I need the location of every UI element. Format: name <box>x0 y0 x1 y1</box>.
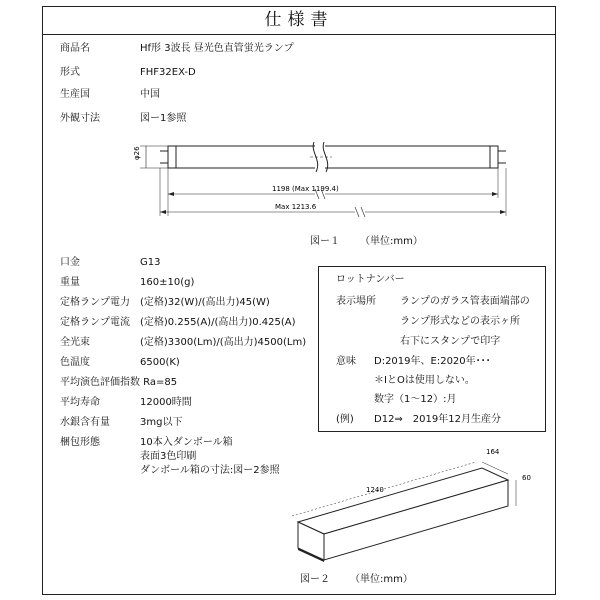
fig1-unit: （単位:mm） <box>360 236 423 247</box>
spec-label-current: 定格ランプ電流 <box>60 317 130 328</box>
fig1-max-length-label: Max 1213.6 <box>275 203 317 211</box>
lot-number-box <box>318 266 546 432</box>
figure-2-box-drawing <box>270 440 556 580</box>
spec-label-luminous-flux: 全光束 <box>60 337 90 348</box>
spec-value-origin: 中国 <box>140 89 160 100</box>
lot-box-meaning-label: 意味 <box>336 356 356 367</box>
spec-label-product-name: 商品名 <box>60 43 90 54</box>
spec-value-product-name: Hf形 3波長 昼光色直管蛍光ランプ <box>140 43 294 54</box>
lot-box-title: ロットナンバー <box>336 274 405 285</box>
spec-label-color-temp: 色温度 <box>60 357 90 368</box>
spec-label-base: 口金 <box>60 257 80 268</box>
lot-box-display-line-1: ランプのガラス管表面端部の <box>400 296 530 307</box>
lot-box-meaning-line-2: ＊IとOは使用しない。 <box>374 375 475 386</box>
spec-value-packing-size: ダンボール箱の寸法:図ー2参照 <box>140 465 280 476</box>
fig2-height-label: 60 <box>522 474 531 482</box>
lot-box-example-label: (例) <box>336 414 354 425</box>
lot-box-display-label: 表示場所 <box>336 296 376 307</box>
lot-box-meaning-line-3: 数字（1〜12）:月 <box>374 394 457 405</box>
spec-value-base: G13 <box>140 257 161 268</box>
spec-value-model: FHF32EX-D <box>140 67 196 78</box>
spec-label-weight: 重量 <box>60 277 80 288</box>
spec-value-power: (定格)32(W)/(高出力)45(W) <box>140 297 270 308</box>
lot-box-meaning-line-1: D:2019年、E:2020年･･･ <box>374 356 491 367</box>
spec-value-packing-print: 表面3色印刷 <box>140 451 197 462</box>
fig1-diameter-label: φ26 <box>133 146 141 160</box>
fig2-unit: （単位:mm） <box>350 574 413 585</box>
spec-label-cri: 平均演色評価指数 Ra=85 <box>60 377 178 388</box>
page-title: 仕様書 <box>43 7 555 35</box>
lot-box-display-line-3: 右下にスタンプで印字 <box>400 336 501 347</box>
spec-value-dimensions: 図ー1参照 <box>140 113 187 124</box>
spec-label-model: 形式 <box>60 67 80 78</box>
spec-label-mercury: 水銀含有量 <box>60 417 110 428</box>
lot-box-example-value: D12⇒ 2019年12月生産分 <box>374 414 501 425</box>
figure-1-lamp-drawing <box>110 130 530 230</box>
fig2-width-label: 164 <box>486 448 500 456</box>
spec-label-packing: 梱包形態 <box>60 437 100 448</box>
fig1-caption: 図ー１ <box>310 236 340 247</box>
spec-value-color-temp: 6500(K) <box>140 357 180 368</box>
spec-value-packing: 10本入ダンボール箱 <box>140 437 233 448</box>
spec-value-luminous-flux: (定格)3300(Lm)/(高出力)4500(Lm) <box>140 337 307 348</box>
fig1-length-label: 1198 (Max 1199.4) <box>272 185 339 193</box>
spec-label-lifetime: 平均寿命 <box>60 397 100 408</box>
fig2-caption: 図ー２ <box>300 574 330 585</box>
spec-value-mercury: 3mg以下 <box>140 417 183 428</box>
lot-box-display-line-2: ランプ形式などの表示ヶ所 <box>400 316 520 327</box>
spec-value-weight: 160±10(g) <box>140 277 195 288</box>
spec-value-current: (定格)0.255(A)/(高出力)0.425(A) <box>140 317 296 328</box>
spec-label-dimensions: 外観寸法 <box>60 113 100 124</box>
spec-label-power: 定格ランプ電力 <box>60 297 130 308</box>
spec-value-lifetime: 12000時間 <box>140 397 192 408</box>
spec-label-origin: 生産国 <box>60 89 90 100</box>
fig2-length-label: 1240 <box>366 486 384 494</box>
